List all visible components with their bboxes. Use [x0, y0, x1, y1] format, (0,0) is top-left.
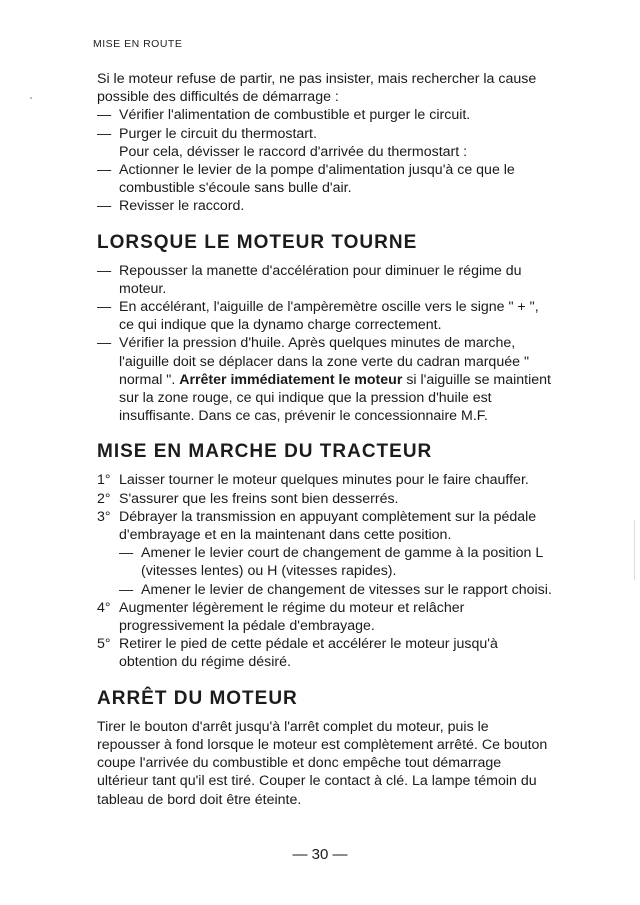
- step-number: 2°: [97, 490, 111, 507]
- numbered-step: [97, 508, 555, 544]
- section-heading-running: LORSQUE LE MOTEUR TOURNE: [97, 231, 418, 253]
- list-item-text: Repousser la manette d'accélération pour diminuer le régime du moteur.: [119, 262, 522, 297]
- margin-speck: [30, 97, 32, 99]
- numbered-step: [97, 490, 555, 508]
- list-item: [97, 125, 555, 143]
- step-number: 3°: [97, 508, 111, 525]
- step-text: S'assurer que les freins sont bien desserrés.: [119, 490, 399, 507]
- list-item-oil-pressure: [97, 334, 555, 425]
- stop-paragraph: Tirer le bouton d'arrêt jusqu'à l'arrêt complet du moteur, puis le repousser à fond lorsque le moteur est complètement arrêté. Ce bouton coupe l'arrivée du combustible et donc empêche tout démarrage ultérieur tant qu'il est tiré. Couper le contact à clé. La lampe témoin du tableau de bord doit être éteinte.: [97, 718, 548, 808]
- dash-marker: —: [97, 162, 112, 179]
- thermostart-note: Pour cela, dévisser le raccord d'arrivée du thermostart :: [119, 143, 468, 160]
- section-heading-tractor: MISE EN MARCHE DU TRACTEUR: [97, 441, 433, 463]
- list-item: [97, 262, 555, 298]
- list-item-text: Revisser le raccord.: [119, 198, 245, 215]
- oil-warning-bold: Arrêter immédiatement le moteur: [179, 371, 403, 388]
- oil-text-after: si l'aiguille se maintient sur la zone rouge, ce qui indique que la pression d'huile est insuffisante. Dans ce cas, prévenir le concessionnaire M.F.: [119, 371, 551, 425]
- step-number: 4°: [97, 599, 111, 616]
- page-content: [97, 70, 555, 809]
- list-item: [97, 298, 555, 334]
- dash-marker: —: [97, 335, 112, 352]
- list-item: [97, 161, 555, 197]
- list-item-text: Vérifier l'alimentation de combustible et purger le circuit.: [119, 107, 471, 124]
- margin-speck: [634, 520, 635, 580]
- sub-step-text: Amener le levier de changement de vitesses sur le rapport choisi.: [141, 581, 552, 598]
- step-number: 1°: [97, 472, 111, 489]
- step-text: Débrayer la transmission en appuyant complètement sur la pédale d'embrayage et en la maintenant dans cette position.: [119, 508, 537, 544]
- oil-text-before: Vérifier la pression d'huile. Après quelques minutes de marche, l'aiguille doit se déplacer dans la zone verte du cadran marquée " normal ".: [119, 335, 529, 388]
- list-item: [97, 106, 555, 124]
- section-heading-stop: ARRÊT DU MOTEUR: [97, 687, 298, 709]
- running-head: MISE EN ROUTE: [93, 38, 183, 50]
- dash-marker: —: [119, 581, 134, 598]
- page-number: — 30 —: [292, 846, 348, 863]
- numbered-step: [97, 635, 555, 671]
- list-item-text: Purger le circuit du thermostart.: [119, 125, 317, 142]
- dash-marker: —: [97, 125, 112, 142]
- sub-step-text: Amener le levier court de changement de gamme à la position L (vitesses lentes) ou H (vitesses rapides).: [141, 545, 543, 580]
- step-number: 5°: [97, 636, 111, 653]
- step-text: Retirer le pied de cette pédale et accélérer le moteur jusqu'à obtention du régime désiré.: [119, 636, 498, 671]
- dash-marker: —: [97, 299, 112, 316]
- sub-step: [119, 544, 555, 580]
- step-text: Laisser tourner le moteur quelques minutes pour le faire chauffer.: [119, 472, 529, 489]
- dash-marker: —: [97, 198, 112, 215]
- dash-marker: —: [119, 545, 134, 562]
- dash-marker: —: [97, 107, 112, 124]
- numbered-step: [97, 599, 555, 635]
- numbered-step: [97, 471, 555, 489]
- sub-step: [119, 581, 555, 599]
- list-item-text: En accélérant, l'aiguille de l'ampèremètre oscille vers le signe " + ", ce qui indique que la dynamo charge correctement.: [119, 299, 539, 334]
- list-item: [97, 197, 555, 215]
- intro-paragraph: Si le moteur refuse de partir, ne pas insister, mais rechercher la cause possible des difficultés de démarrage :: [97, 71, 537, 106]
- list-item-text: Actionner le levier de la pompe d'alimentation jusqu'à ce que le combustible s'écoule sans bulle d'air.: [119, 162, 515, 197]
- dash-marker: —: [97, 262, 112, 279]
- step-text: Augmenter légèrement le régime du moteur et relâcher progressivement la pédale d'embrayage.: [119, 599, 465, 635]
- list-item-text: [119, 334, 555, 425]
